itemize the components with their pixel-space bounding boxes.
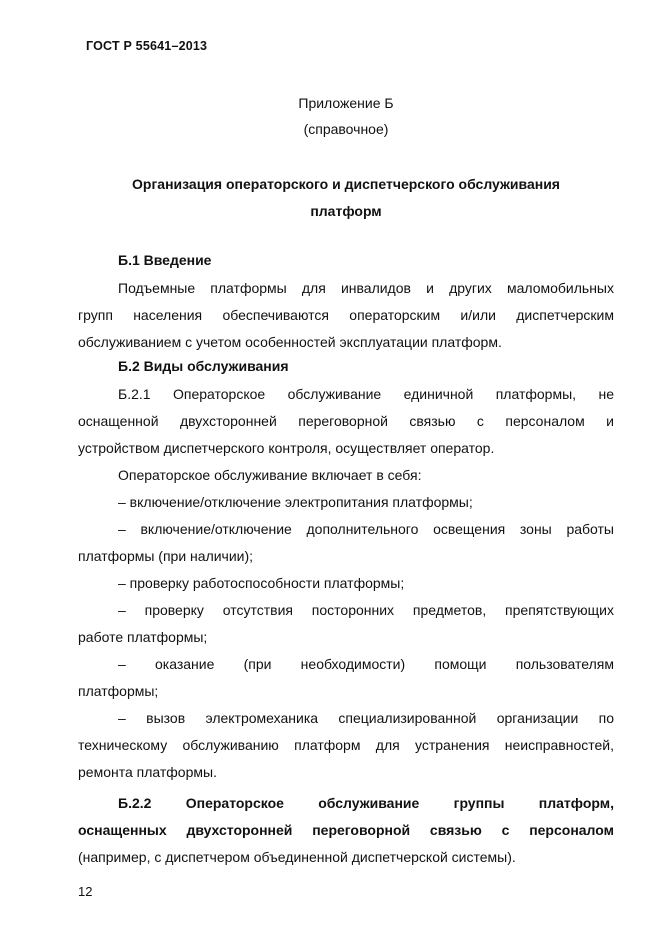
text-line: Б.2.2 Операторское обслуживание группы платформ, xyxy=(118,795,614,811)
text-line: (например, с диспетчером объединенной диспетчерской системы). xyxy=(78,849,516,865)
list-item-continuation: ремонта платформы. xyxy=(78,764,217,780)
text-line: устройством диспетчерского контроля, осуществляет оператор. xyxy=(78,440,495,456)
section-title-line: платформ xyxy=(310,203,382,219)
list-item: – проверку отсутствия посторонних предметов, препятствующих xyxy=(118,602,614,618)
text-line: оснащенной двухсторонней переговорной связью с персоналом и xyxy=(78,413,614,429)
paragraph-b22 xyxy=(78,790,614,871)
list-item-continuation: техническому обслуживанию платформ для устранения неисправностей, xyxy=(78,737,614,753)
section-title xyxy=(78,171,614,225)
text-line: групп населения обеспечиваются операторским и/или диспетчерским xyxy=(78,307,614,323)
heading-b1: Б.1 Введение xyxy=(118,252,212,268)
list-item-continuation: платформы (при наличии); xyxy=(78,548,254,564)
list-item: – вызов электромеханика специализированной организации по xyxy=(118,710,614,726)
list-item-continuation: работе платформы; xyxy=(78,629,208,645)
list-item: – проверку работоспособности платформы; xyxy=(118,575,405,591)
list-item: – включение/отключение дополнительного освещения зоны работы xyxy=(118,521,614,537)
list-items xyxy=(78,489,614,786)
page-number: 12 xyxy=(78,884,93,899)
list-item: – включение/отключение электропитания платформы; xyxy=(118,494,473,510)
text-line: обслуживанием с учетом особенностей эксплуатации платформ. xyxy=(78,334,502,350)
paragraph-b1 xyxy=(78,275,614,356)
heading-b2: Б.2 Виды обслуживания xyxy=(118,358,289,374)
list-item-continuation: платформы; xyxy=(78,683,159,699)
list-item: – оказание (при необходимости) помощи пользователям xyxy=(118,656,614,672)
paragraph-includes xyxy=(78,462,614,489)
text-line: оснащенных двухсторонней переговорной связью с персоналом xyxy=(78,822,614,838)
text-line: Операторское обслуживание включает в себя: xyxy=(118,467,422,483)
annex-title: Приложение Б xyxy=(298,95,394,111)
annex-note: (справочное) xyxy=(303,121,389,137)
paragraph-b21 xyxy=(78,381,614,462)
text-line: Б.2.1 Операторское обслуживание единичной платформы, не xyxy=(118,386,614,402)
text-line: Подъемные платформы для инвалидов и других маломобильных xyxy=(118,280,614,296)
section-title-line: Организация операторского и диспетчерского обслуживания xyxy=(132,176,560,192)
standard-code: ГОСТ Р 55641–2013 xyxy=(86,39,208,53)
